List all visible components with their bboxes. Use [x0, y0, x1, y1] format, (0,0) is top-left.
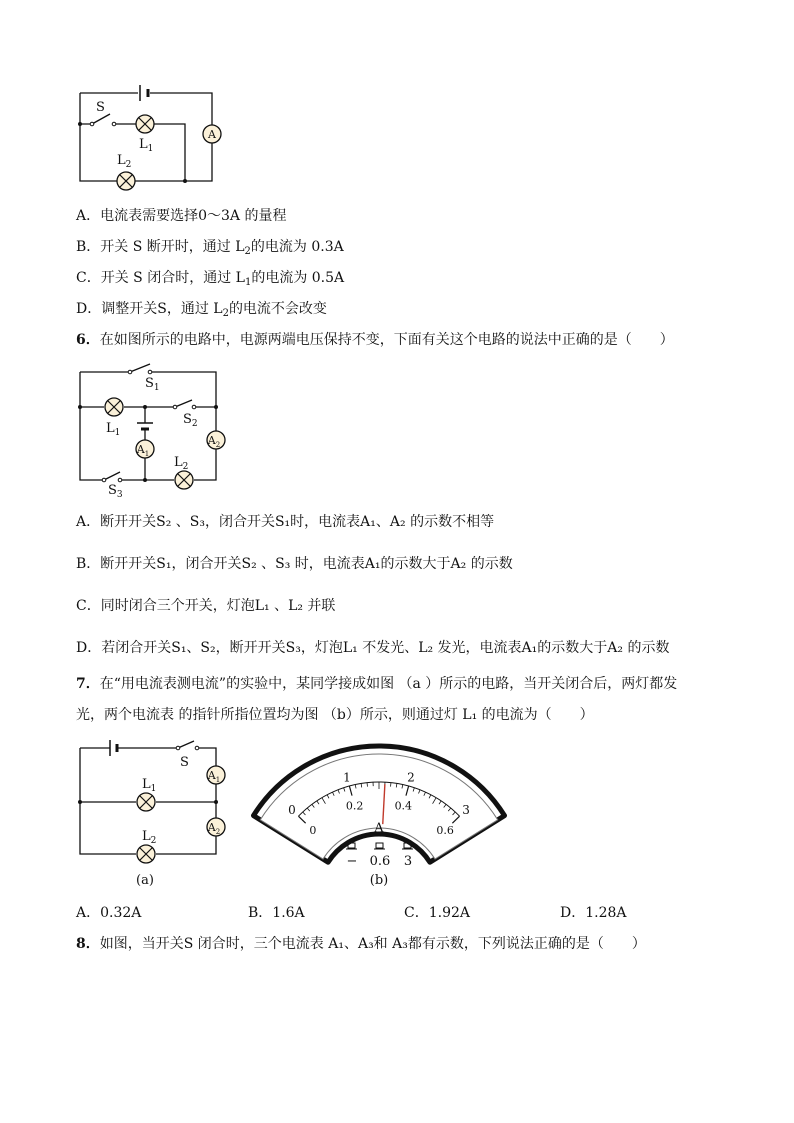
- label-l2: $L_2$: [117, 153, 132, 170]
- switch-s2-blade: [175, 400, 192, 407]
- terminal-0-6-icon: [374, 843, 385, 849]
- upper-scale-label: 0: [288, 802, 296, 817]
- q6-stem: 6．在如图所示的电路中，电源两端电压保持不变，下面有关这个电路的说法中正确的是（ ）: [76, 332, 674, 348]
- switch-s-blade: [178, 741, 194, 748]
- lamp-l1-icon: [105, 398, 123, 416]
- dial-unit: A: [374, 821, 384, 836]
- q6-option-d: D．若闭合开关S₁、S₂，断开开关S₃，灯泡L₁ 不发光、L₂ 发光，电流表A₁的示数大于A₂ 的示数: [76, 640, 670, 656]
- ammeter-a-icon: [203, 125, 221, 143]
- lower-scale-label: 0.6: [436, 824, 454, 838]
- terminal-label-0-6: 0.6: [369, 854, 391, 869]
- svg-text:A1: $A_1$: [136, 443, 150, 458]
- svg-text:A2: $A_2$: [207, 434, 221, 449]
- label-l1: $L_1$: [106, 421, 121, 438]
- lamp-l1-icon: [137, 793, 155, 811]
- q7-stem-line1: 7．在“用电流表测电流”的实验中，某同学接成如图 （a ）所示的电路，当开关闭合后，两灯都发: [76, 676, 678, 692]
- lamp-l1-icon: [136, 115, 154, 133]
- lamp-l2-icon: [117, 172, 135, 190]
- q6-option-a: A．断开开关S₂ 、S₃，闭合开关S₁时，电流表A₁、A₂ 的示数不相等: [76, 514, 495, 530]
- label-l1: $L_1$: [139, 137, 154, 154]
- figure-b-caption: (b): [369, 873, 389, 888]
- terminal-label-minus: −: [346, 854, 358, 869]
- figure-a-caption: (a): [136, 873, 154, 888]
- switch-s3-blade: [104, 472, 120, 480]
- q7-option-a: A．0.32A: [76, 905, 142, 921]
- upper-scale-label: 1: [343, 770, 351, 785]
- q5-circuit-diagram: [70, 80, 230, 195]
- q6-circuit-diagram: [70, 360, 240, 500]
- label-l1: $L_1$: [142, 777, 157, 794]
- label-s: S: [96, 100, 105, 115]
- svg-text:A2: $A_2$: [207, 821, 221, 836]
- q5-option-b: B．开关 S 断开时，通过 $L_2$的电流为 0.3A: [76, 239, 344, 257]
- q7-option-c: C．1.92A: [404, 905, 470, 921]
- q7-stem-line2: 光，两个电流表 的指针所指位置均为图 （b）所示，则通过灯 L₁ 的电流为（ ）: [76, 707, 594, 723]
- terminal-minus-icon: [346, 843, 357, 849]
- label-l2: $L_2$: [142, 829, 157, 846]
- upper-scale-label: 2: [407, 770, 415, 785]
- terminal-label-3: 3: [403, 854, 413, 869]
- switch-s-blade: [92, 114, 110, 124]
- ammeter-a1-icon: [207, 766, 225, 784]
- q5-option-c: C．开关 S 闭合时，通过 $L_1$的电流为 0.5A: [76, 270, 345, 288]
- ammeter-a2-icon: [207, 431, 225, 449]
- lower-scale-label: 0.2: [345, 799, 364, 813]
- svg-text:A1: $A_1$: [207, 769, 221, 784]
- label-s3: $S_3$: [108, 483, 123, 500]
- q7-option-b: B．1.6A: [248, 905, 305, 921]
- switch-s1-blade: [130, 364, 150, 372]
- ammeter-a1-icon: [136, 440, 154, 458]
- q5-option-a: A．电流表需要选择0～3A 的量程: [76, 208, 287, 224]
- q7-option-d: D．1.28A: [560, 905, 627, 921]
- lamp-l2-icon: [175, 471, 193, 489]
- label-s1: $S_1$: [145, 376, 160, 393]
- q8-stem: 8．如图，当开关S 闭合时，三个电流表 A₁、A₃和 A₃都有示数，下列说法正确的是（ ）: [76, 936, 646, 952]
- upper-scale-label: 3: [462, 802, 470, 817]
- svg-text:A: A: [208, 128, 216, 141]
- q7-figure-b-ammeter-dial: [288, 744, 470, 892]
- lower-scale-label: 0.4: [394, 799, 413, 813]
- q7-figure-a: [70, 738, 230, 888]
- dial-face: [253, 746, 504, 862]
- q5-option-d: D．调整开关S，通过 $L_2$的电流不会改变: [76, 301, 327, 319]
- lower-scale-label: 0: [309, 824, 317, 838]
- label-s2: $S_2$: [183, 412, 198, 429]
- label-s: S: [180, 755, 189, 770]
- q6-option-c: C．同时闭合三个开关，灯泡L₁ 、L₂ 并联: [76, 598, 336, 614]
- ammeter-a2-icon: [207, 818, 225, 836]
- label-l2: $L_2$: [174, 455, 189, 472]
- q6-option-b: B．断开开关S₁，闭合开关S₂ 、S₃ 时，电流表A₁的示数大于A₂ 的示数: [76, 556, 513, 572]
- lamp-l2-icon: [137, 845, 155, 863]
